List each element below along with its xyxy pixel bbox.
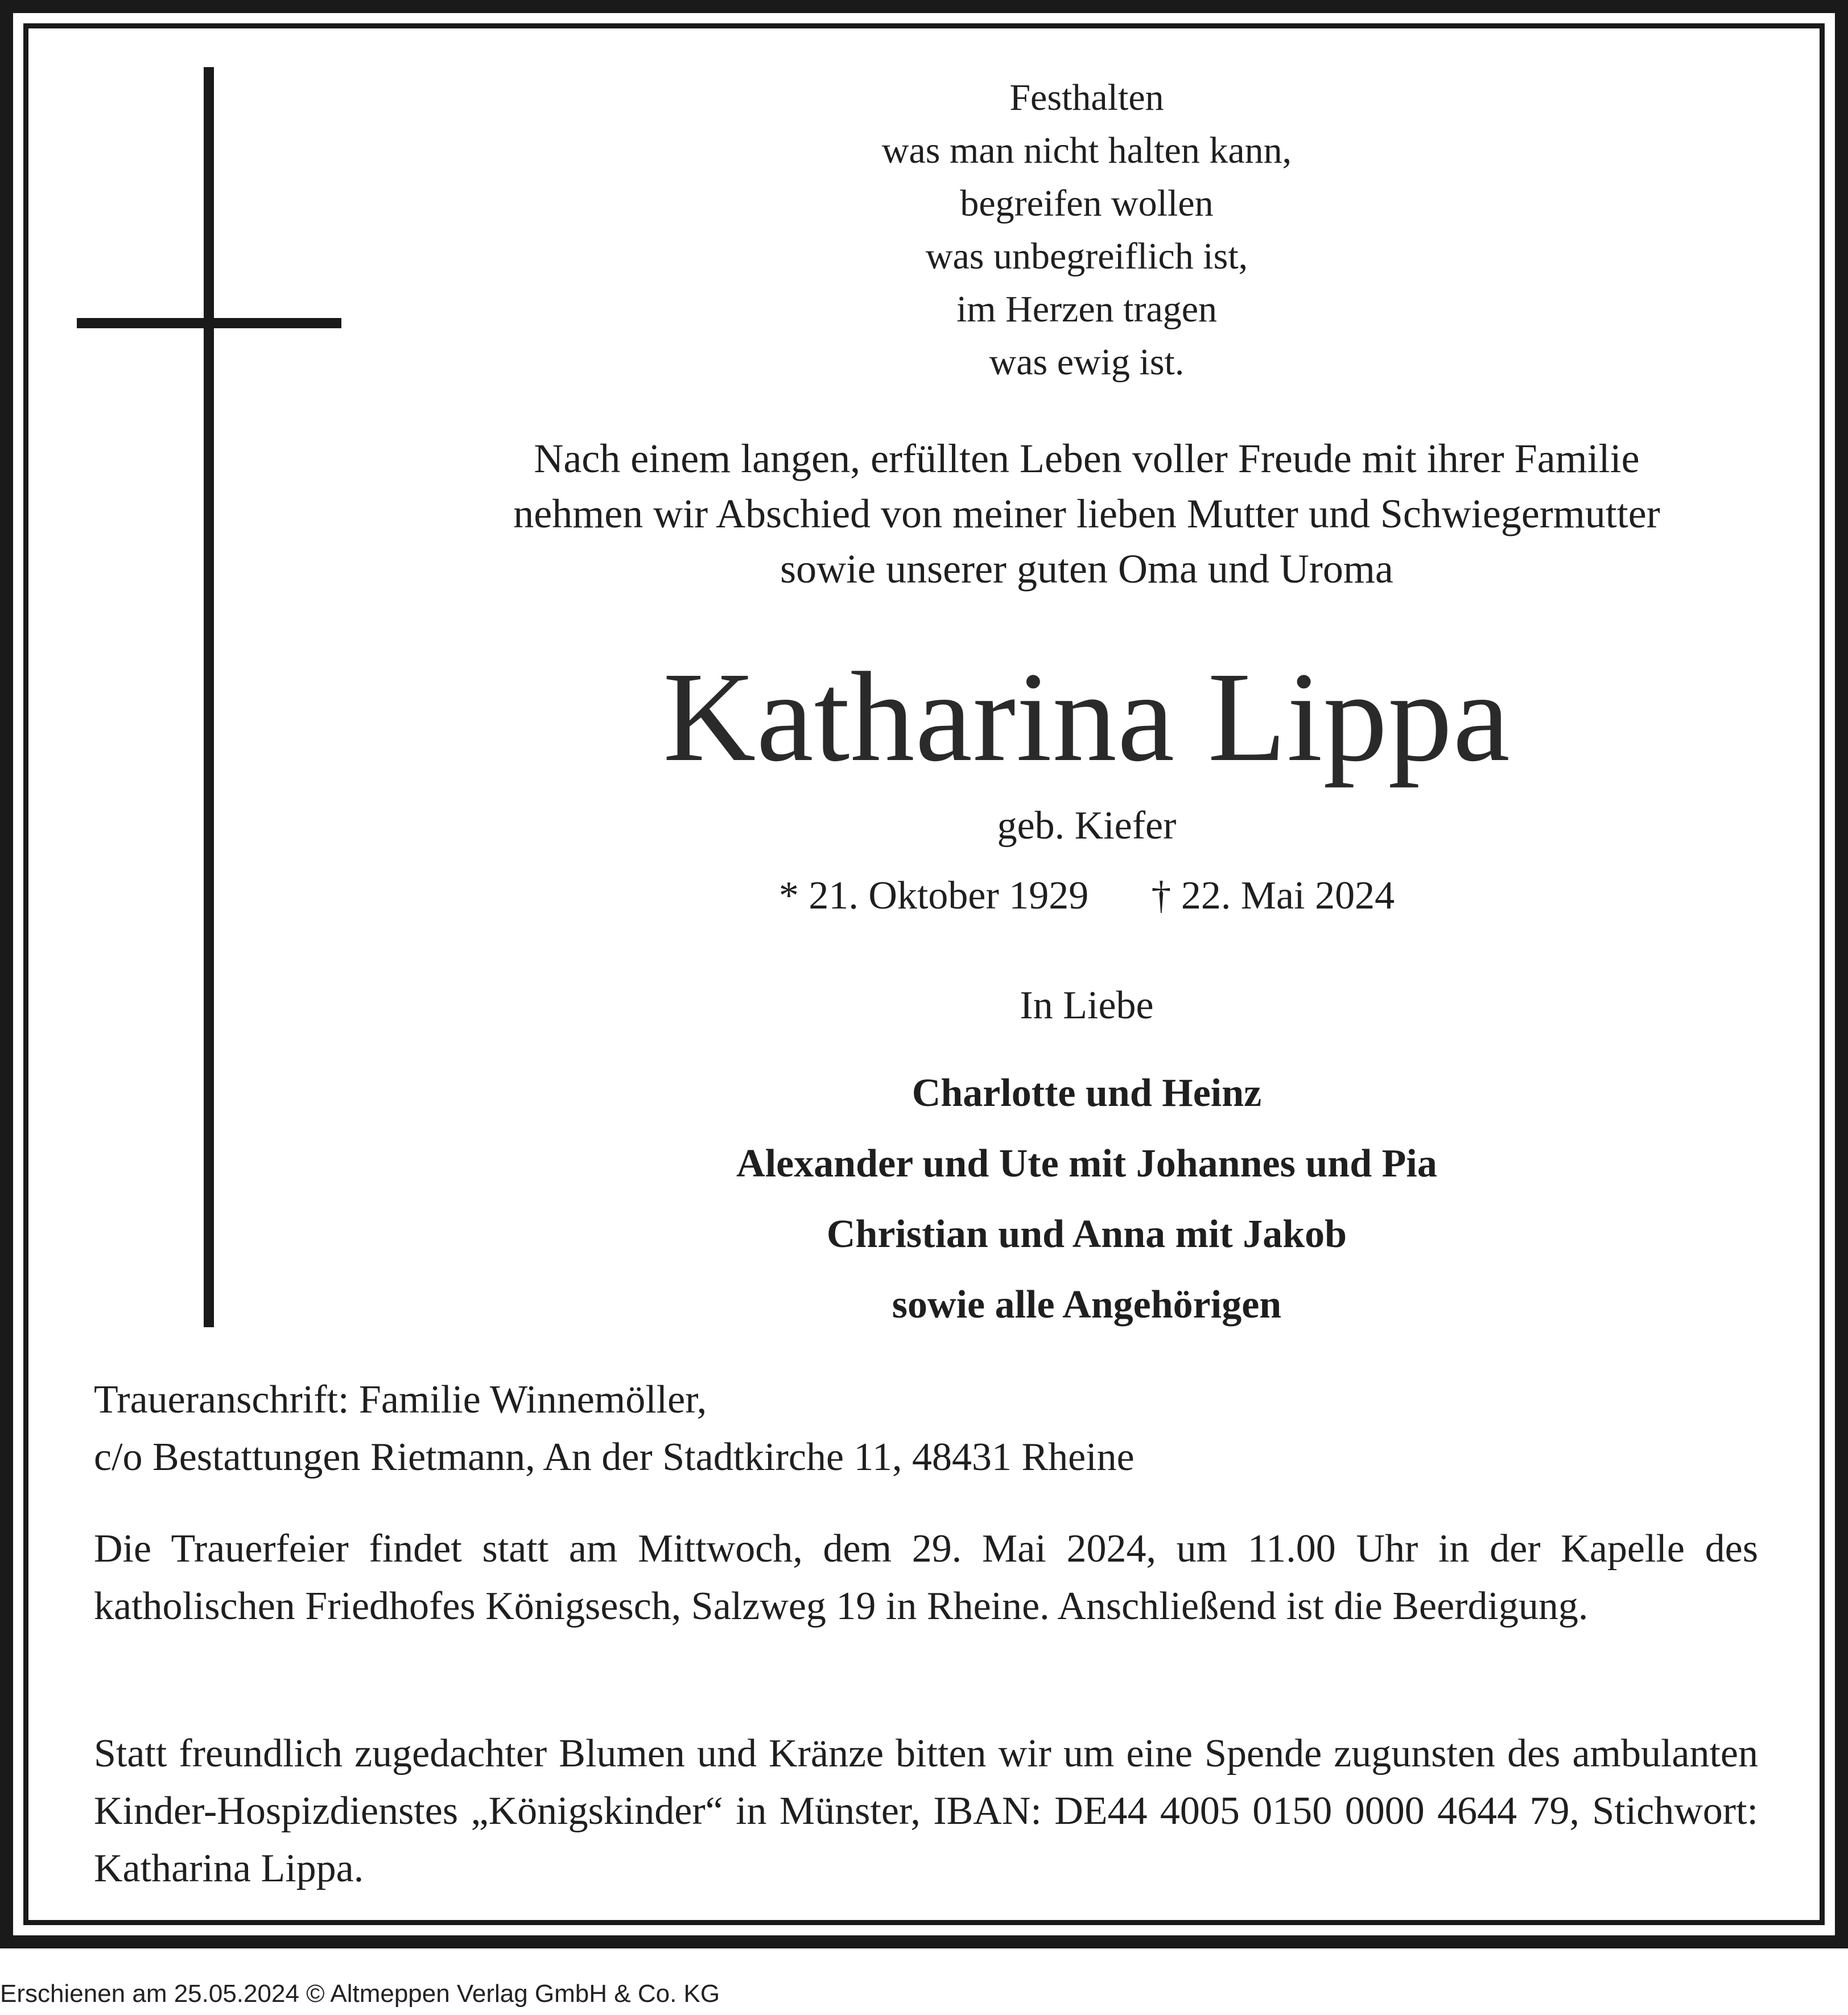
intro-line: Nach einem langen, erfüllten Leben voller Freude mit ihrer Familie: [534, 436, 1640, 481]
address-line: Traueranschrift: Familie Winnemöller,: [94, 1378, 707, 1422]
death-date: † 22. Mai 2024: [1151, 874, 1395, 918]
poem-line: im Herzen tragen: [956, 288, 1218, 330]
publication-footer: Erschienen am 25.05.2024 © Altmeppen Verlag GmbH & Co. KG: [0, 1980, 720, 2008]
mourners-list: [398, 1058, 1775, 1340]
deceased-name: Katharina Lippa: [663, 646, 1511, 788]
mourner-line: Charlotte und Heinz: [911, 1071, 1262, 1115]
mourner-line: Alexander und Ute mit Johannes und Pia: [736, 1142, 1437, 1186]
ceremony-notice: Die Trauerfeier findet statt am Mittwoch, dem 29. Mai 2024, um 11.00 Uhr in der Kapelle des katholischen Friedhofes Königsesch, Salzweg 19 in Rheine. Anschließend ist die Beerdigung.: [94, 1527, 1758, 1628]
mourner-line: Christian und Anna mit Jakob: [826, 1212, 1347, 1256]
mourning-address: [94, 1371, 1758, 1486]
life-dates: [398, 868, 1775, 924]
poem: [398, 71, 1775, 389]
mourner-line: sowie alle Angehörigen: [892, 1283, 1282, 1327]
donation-notice: Statt freundlich zugedachter Blumen und Kränze bitten wir um eine Spende zugunsten des ambulanten Kinder-Hospizdienstes „Königskinder“ in Münster, IBAN: DE44 4005 0150 0000 4644 79, Stichwort: Katharina Lippa.: [94, 1732, 1758, 1890]
cross-icon-horizontal-bar: [77, 318, 341, 328]
poem-line: was ewig ist.: [989, 341, 1185, 383]
maiden-name: geb. Kiefer: [997, 804, 1177, 848]
poem-line: was unbegreiflich ist,: [925, 236, 1248, 277]
cross-icon-vertical-bar: [204, 67, 214, 1327]
address-line: c/o Bestattungen Rietmann, An der Stadtkirche 11, 48431 Rheine: [94, 1435, 1135, 1479]
poem-line: begreifen wollen: [960, 183, 1214, 224]
poem-line: was man nicht halten kann,: [881, 130, 1292, 171]
intro-text: [398, 431, 1775, 597]
intro-line: sowie unserer guten Oma und Uroma: [780, 546, 1393, 592]
poem-line: Festhalten: [1009, 77, 1164, 118]
birth-date: * 21. Oktober 1929: [778, 874, 1089, 918]
in-love-label: In Liebe: [1020, 984, 1154, 1027]
intro-line: nehmen wir Abschied von meiner lieben Mutter und Schwiegermutter: [513, 491, 1660, 536]
